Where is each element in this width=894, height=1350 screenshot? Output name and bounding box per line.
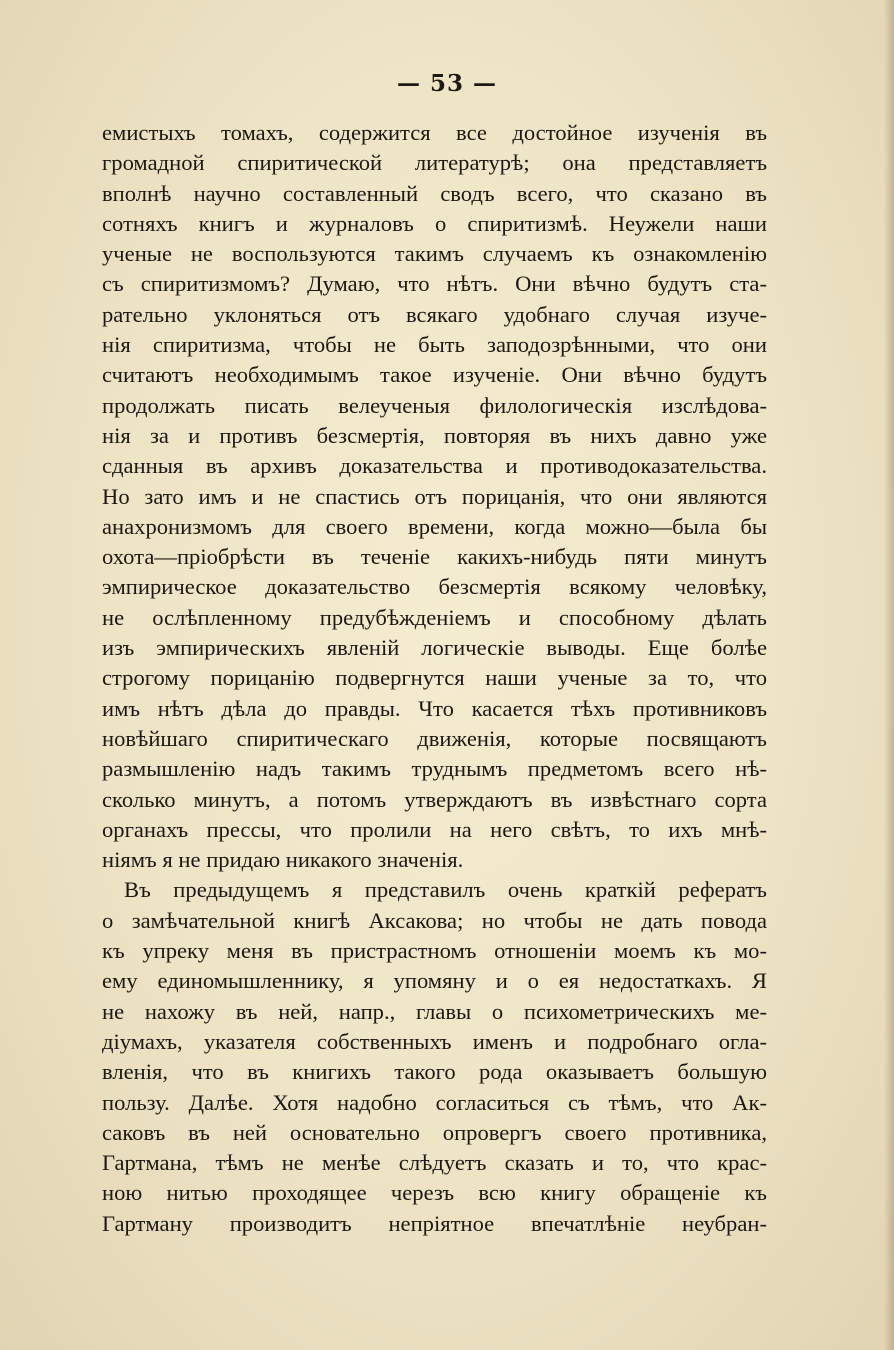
text-line: имъ нѣтъ дѣла до правды. Что касается тѣхъ противниковъ (102, 695, 767, 721)
text-line: не нахожу въ ней, напр., главы о психометрическихъ ме- (102, 998, 767, 1024)
text-line: анахронизмомъ для своего времени, когда можно—была бы (102, 513, 767, 539)
text-line: ему единомышленнику, я упомяну и о ея недостаткахъ. Я (102, 968, 767, 994)
text-line: охота—пріобрѣсти въ теченіе какихъ-нибудь пяти минутъ (102, 544, 767, 570)
body-text (102, 118, 767, 1239)
text-line: нія за и противъ безсмертія, повторяя въ нихъ давно уже (102, 422, 767, 448)
text-line: не ослѣпленному предубѣжденіемъ и способному дѣлать (102, 604, 767, 630)
text-line: рательно уклоняться отъ всякаго удобнаго случая изуче- (102, 301, 767, 327)
paragraph-2 (102, 875, 767, 1239)
text-line: Но зато имъ и не спастись отъ порицанія, что они являются (102, 483, 767, 509)
text-line: органахъ прессы, что пролили на него свѣтъ, то ихъ мнѣ- (102, 816, 767, 842)
page-edge-shadow (884, 0, 894, 1350)
text-line: сданныя въ архивъ доказательства и противодоказательства. (102, 453, 767, 479)
text-line: съ спиритизмомъ? Думаю, что нѣтъ. Они вѣчно будутъ ста- (102, 271, 767, 297)
text-line: діумахъ, указателя собственныхъ именъ и подробнаго огла- (102, 1028, 767, 1054)
text-line: продолжать писать велеученыя филологическія изслѣдова- (102, 392, 767, 418)
text-line: пользу. Далѣе. Хотя надобно согласиться съ тѣмъ, что Ак- (102, 1089, 767, 1115)
text-line: размышленію надъ такимъ труднымъ предметомъ всего нѣ- (102, 756, 767, 782)
text-line: изъ эмпирическихъ явленій логическіе выводы. Еще болѣе (102, 635, 767, 661)
text-line: нія спиритизма, чтобы не быть заподозрѣнными, что они (102, 332, 767, 358)
text-line: къ упреку меня въ пристрастномъ отношеніи моемъ къ мо- (102, 938, 767, 964)
text-line: сколько минутъ, а потомъ утверждаютъ въ извѣстнаго сорта (102, 786, 767, 812)
text-line: новѣйшаго спиритическаго движенія, которые посвящаютъ (102, 725, 767, 751)
page-number: — 53 — (396, 70, 498, 97)
text-line: ніямъ я не придаю никакого значенія. (102, 847, 464, 873)
text-line: Гартману производитъ непріятное впечатлѣніе неубран- (102, 1210, 767, 1236)
text-line: саковъ въ ней основательно опровергъ своего противника, (102, 1119, 767, 1145)
text-line: вполнѣ научно составленный сводъ всего, что сказано въ (102, 180, 767, 206)
text-line: считаютъ необходимымъ такое изученіе. Они вѣчно будутъ (102, 362, 767, 388)
text-line: сотняхъ книгъ и журналовъ о спиритизмѣ. Неужели наши (102, 210, 767, 236)
text-line: о замѣчательной книгѣ Аксакова; но чтобы не дать повода (102, 907, 767, 933)
text-line: строгому порицанію подвергнутся наши ученые за то, что (102, 665, 767, 691)
text-line: вленія, что въ книгихъ такого рода оказываетъ большую (102, 1059, 767, 1085)
text-line: ученые не воспользуются такимъ случаемъ къ ознакомленію (102, 241, 767, 267)
text-line: Въ предыдущемъ я представилъ очень краткій рефератъ (124, 877, 767, 903)
text-line: емистыхъ томахъ, содержится все достойное изученія въ (102, 120, 767, 145)
text-line: ною нитью проходящее черезъ всю книгу обращеніе къ (102, 1180, 767, 1206)
text-line: Гартмана, тѣмъ не менѣе слѣдуетъ сказать и то, что крас- (102, 1150, 767, 1176)
paragraph-1 (102, 118, 767, 875)
text-line: громадной спиритической литературѣ; она представляетъ (102, 150, 767, 176)
text-line: эмпирическое доказательство безсмертія всякому человѣку, (102, 574, 767, 600)
